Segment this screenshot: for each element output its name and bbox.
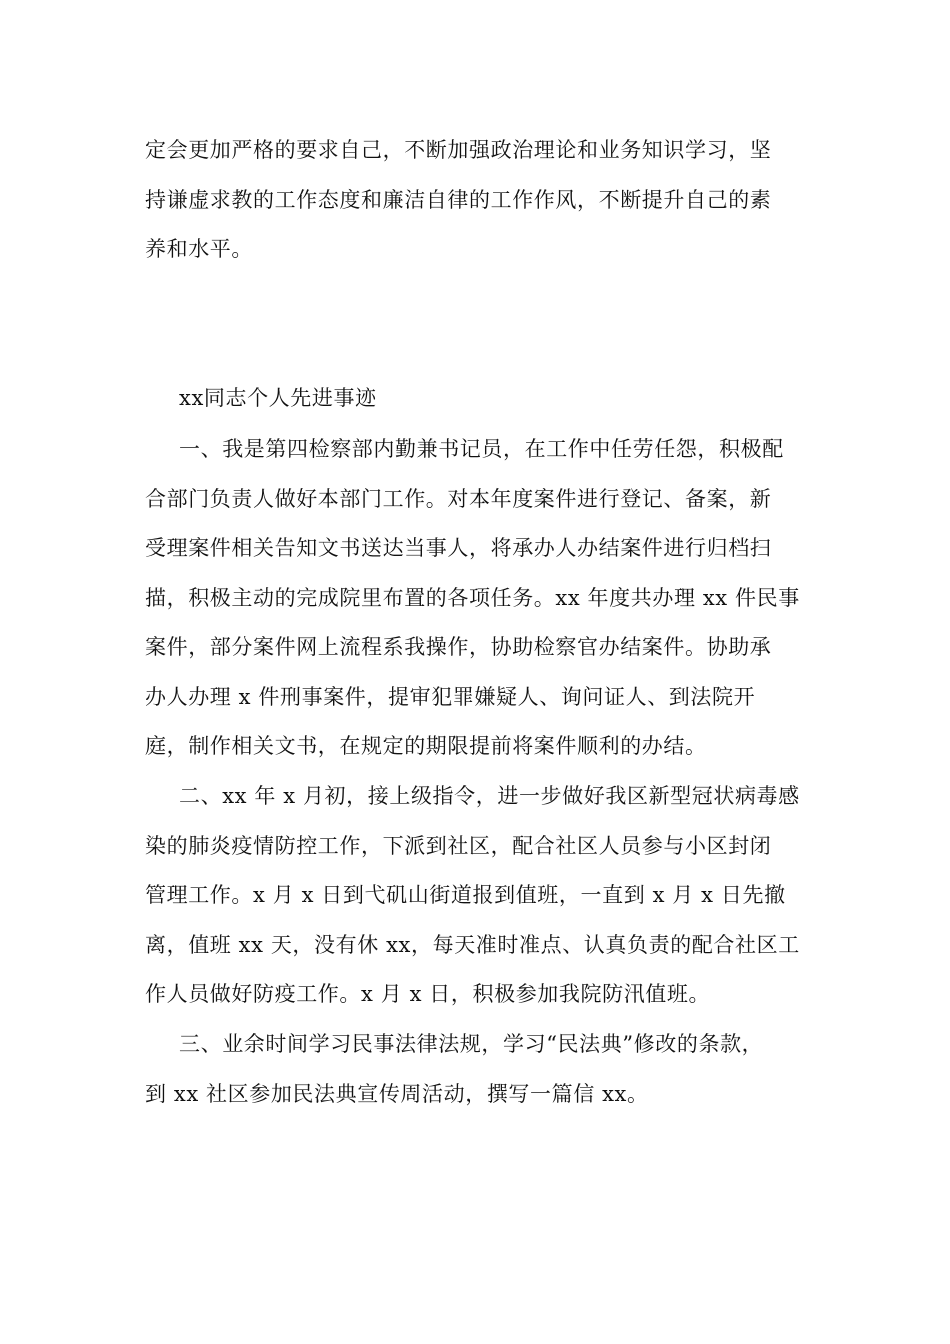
intro-line: 定会更加严格的要求自己，不断加强政治理论和业务知识学习，坚 [145,138,772,162]
intro-line: 持谦虚求教的工作态度和廉洁自律的工作作风，不断提升自己的素 [145,187,772,212]
document-title [145,374,807,424]
paragraph-line: 描，积极主动的完成院里布置的各项任务。xx 年度共办理 xx 件民事 [145,585,800,610]
paragraph-line: 二、xx 年 x 月初，接上级指令，进一步做好我区新型冠状病毒感 [179,784,800,808]
paragraph-line: 一、我是第四检察部内勤兼书记员，在工作中任劳任怨，积极配 [179,437,784,461]
paragraph-line: 三、业余时间学习民事法律法规，学习“民法典”修改的条款， [179,1032,764,1056]
title-text: xx同志个人先进事迹 [179,386,377,410]
paragraph-line: 办人办理 x 件刑事案件，提审犯罪嫌疑人、询问证人、到法院开 [145,684,756,709]
paragraph-line: 染的肺炎疫情防控工作，下派到社区，配合社区人员参与小区封闭 [145,833,772,858]
intro-line: 养和水平。 [145,237,253,261]
paragraph-line: 受理案件相关告知文书送达当事人，将承办人办结案件进行归档扫 [145,536,772,560]
paragraph-3 [145,1020,807,1119]
paragraph-line: 庭，制作相关文书，在规定的期限提前将案件顺利的办结。 [145,734,707,758]
intro-paragraph [145,126,807,275]
paragraph-line: 案件，部分案件网上流程系我操作，协助检察官办结案件。协助承 [145,635,772,659]
paragraph-1 [145,425,807,772]
paragraph-line: 合部门负责人做好本部门工作。对本年度案件进行登记、备案，新 [145,486,772,511]
paragraph-line: 离，值班 xx 天，没有休 xx，每天准时准点、认真负责的配合社区工 [145,932,800,957]
paragraph-line: 作人员做好防疫工作。x 月 x 日，积极参加我院防汛值班。 [145,982,711,1006]
paragraph-line: 管理工作。x 月 x 日到弋矶山街道报到值班，一直到 x 月 x 日先撤 [145,883,786,907]
paragraph-line: 到 xx 社区参加民法典宣传周活动，撰写一篇信 xx。 [145,1081,649,1106]
paragraph-2 [145,772,807,1020]
